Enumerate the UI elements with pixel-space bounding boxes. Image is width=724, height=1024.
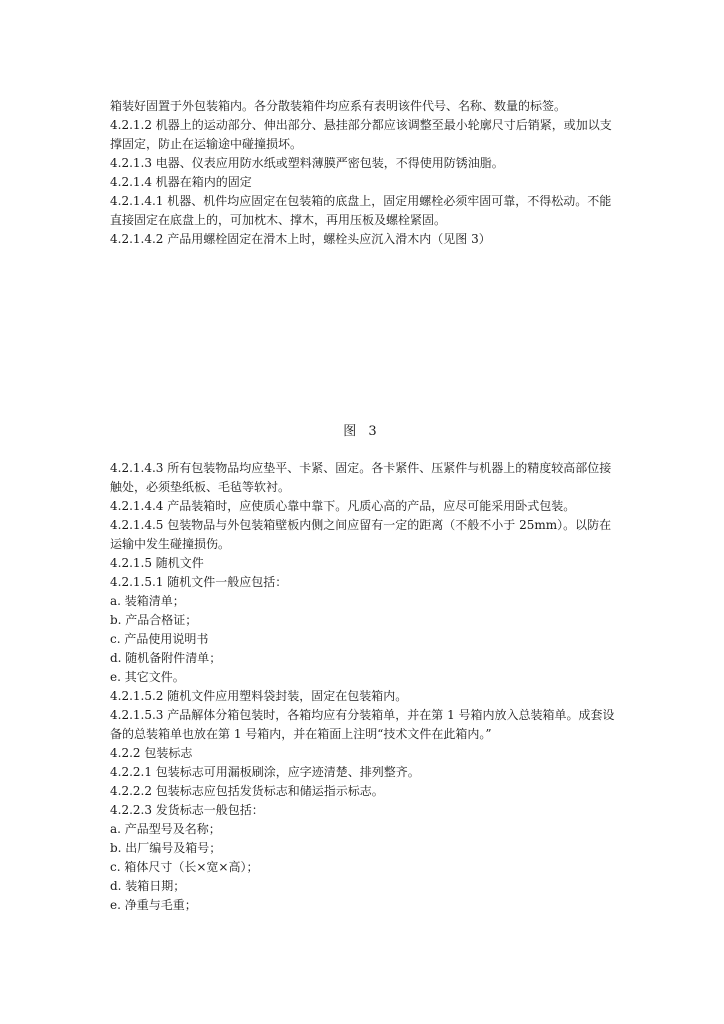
list-item: c. 箱体尺寸（长×宽×高）； bbox=[110, 860, 259, 874]
bottom-text-block bbox=[110, 459, 620, 915]
list-item: c. 产品使用说明书 bbox=[110, 632, 209, 646]
paragraph: 4.2.1.4.4 产品装箱时，应使质心靠中靠下。凡质心高的产品，应尽可能采用卧式包装。 bbox=[110, 499, 576, 513]
paragraph: 4.2.1.4.2 产品用螺栓固定在滑木上时，螺栓头应沉入滑木内（见图 3） bbox=[110, 232, 491, 246]
section-heading: 4.2.2 包装标志 bbox=[110, 746, 193, 760]
list-item: e. 净重与毛重； bbox=[110, 898, 197, 912]
figure-placeholder bbox=[110, 268, 620, 408]
paragraph: 4.2.1.4 机器在箱内的固定 bbox=[110, 175, 252, 189]
paragraph: 箱装好固置于外包装箱内。各分散装箱件均应系有表明该件代号、名称、数量的标签。 bbox=[110, 99, 567, 113]
paragraph: 4.2.1.5.1 随机文件一般应包括： bbox=[110, 575, 288, 589]
list-item: d. 装箱日期； bbox=[110, 879, 186, 893]
list-item: d. 随机备附件清单； bbox=[110, 651, 222, 665]
paragraph: 4.2.1.4.1 机器、机件均应固定在包装箱的底盘上，固定用螺栓必须牢固可靠，不得松动。不能直接固定在底盘上的，可加枕木、撑木，再用压板及螺栓紧固。 bbox=[110, 194, 612, 227]
paragraph: 4.2.1.3 电器、仪表应用防水纸或塑料薄膜严密包装，不得使用防锈油脂。 bbox=[110, 156, 504, 170]
list-item: b. 产品合格证； bbox=[110, 613, 198, 627]
paragraph: 4.2.1.5.2 随机文件应用塑料袋封装，固定在包装箱内。 bbox=[110, 689, 408, 703]
section-heading: 4.2.1.5 随机文件 bbox=[110, 556, 204, 570]
list-item: b. 出厂编号及箱号； bbox=[110, 841, 222, 855]
paragraph: 4.2.2.3 发货标志一般包括： bbox=[110, 803, 264, 817]
paragraph: 4.2.1.4.3 所有包装物品均应垫平、卡紧、固定。各卡紧件、压紧件与机器上的精度较高部位接触处，必须垫纸板、毛毡等软衬。 bbox=[110, 461, 612, 494]
paragraph: 4.2.1.2 机器上的运动部分、伸出部分、悬挂部分都应该调整至最小轮廓尺寸后销紧，或加以支撑固定，防止在运输途中碰撞损坏。 bbox=[110, 118, 612, 151]
figure-caption: 图 3 bbox=[343, 424, 381, 439]
paragraph: 4.2.2.2 包装标志应包括发货标志和储运指示标志。 bbox=[110, 784, 384, 798]
list-item: a. 产品型号及名称； bbox=[110, 822, 221, 836]
paragraph: 4.2.1.5.3 产品解体分箱包装时，各箱均应有分装箱单，并在第 1 号箱内放入总装箱单。成套设备的总装箱单也放在第 1 号箱内，并在箱面上注明“技术文件在此箱内。” bbox=[110, 708, 615, 741]
paragraph: 4.2.1.4.5 包装物品与外包装箱壁板内侧之间应留有一定的距离（不般不小于 25mm）。以防在运输中发生碰撞损伤。 bbox=[110, 518, 612, 551]
list-item: a. 装箱清单； bbox=[110, 594, 185, 608]
top-text-block bbox=[110, 97, 620, 249]
list-item: e. 其它文件。 bbox=[110, 670, 185, 684]
paragraph: 4.2.2.1 包装标志可用漏板刷涂，应字迹清楚、排列整齐。 bbox=[110, 765, 420, 779]
